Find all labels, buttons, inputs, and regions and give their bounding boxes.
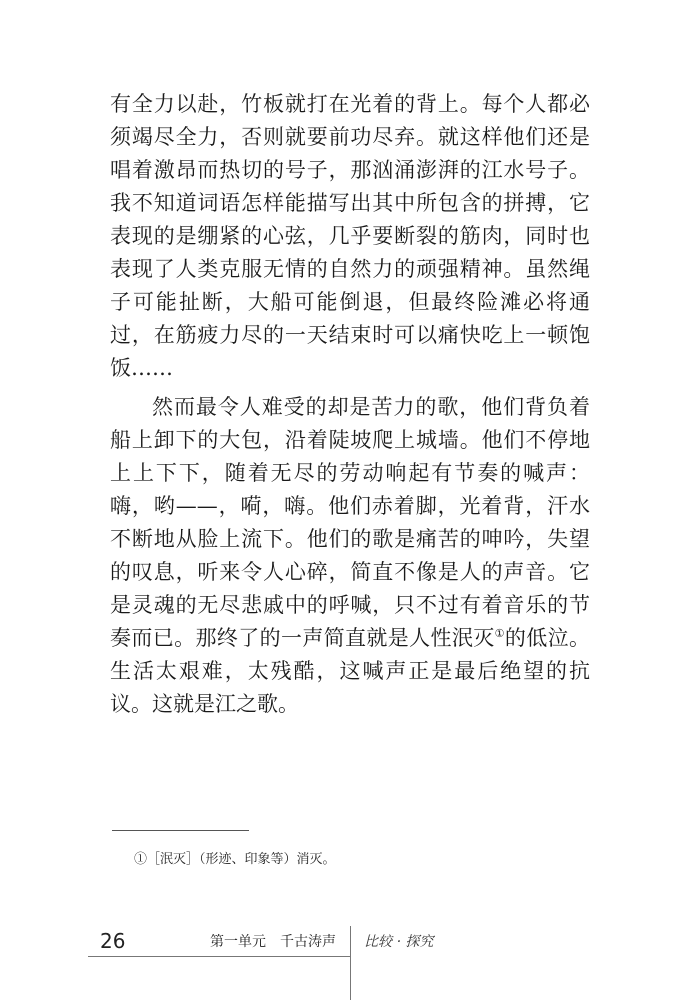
paragraph-text: 的低泣。生活太艰难，太残酷，这喊声正是最后绝望的抗议。这就是江之歌。 [110,626,590,716]
paragraph [110,391,590,721]
footer-vertical-divider [350,926,351,1000]
paragraph: 有全力以赴，竹板就打在光着的背上。每个人都必须竭尽全力，否则就要前功尽弃。就这样他们还是唱着激昂而热切的号子，那汹涌澎湃的江水号子。我不知道词语怎样能描写出其中所包含的拼搏，它表现的是绷紧的心弦，几乎要断裂的筋肉，同时也表现了人类克服无情的自然力的顽强精神。虽然绳子可能扯断，大船可能倒退，但最终险滩必将通过，在筋疲力尽的一天结束时可以痛快吃上一顿饱饭…… [110,92,590,380]
page-number: 26 [100,929,126,953]
footnote-divider [112,830,249,831]
section-title: 比较 · 探究 [364,934,434,950]
unit-title: 第一单元 千古涛声 [210,934,336,950]
paragraph-text: 然而最令人难受的却是苦力的歌，他们背负着船上卸下的大包，沿着陡坡爬上城墙。他们不停地上上下下，随着无尽的劳动响起有节奏的喊声：嗨，哟——，嗬，嗨。他们赤着脚，光着背，汗水不断地从脸上流下。他们的歌是痛苦的呻吟，失望的叹息，听来令人心碎，简直不像是人的声音。它是灵魂的无尽悲戚中的呼喊，只不过有着音乐的节奏而已。那终了的一声简直就是人性泯灭 [110,395,590,650]
page-footer [0,920,700,1000]
footer-divider [88,956,350,957]
footnote: ①［泯灭］（形迹、印象等）消灭。 [134,852,336,867]
body-text [110,88,590,721]
footnote-reference[interactable]: ① [494,627,505,640]
